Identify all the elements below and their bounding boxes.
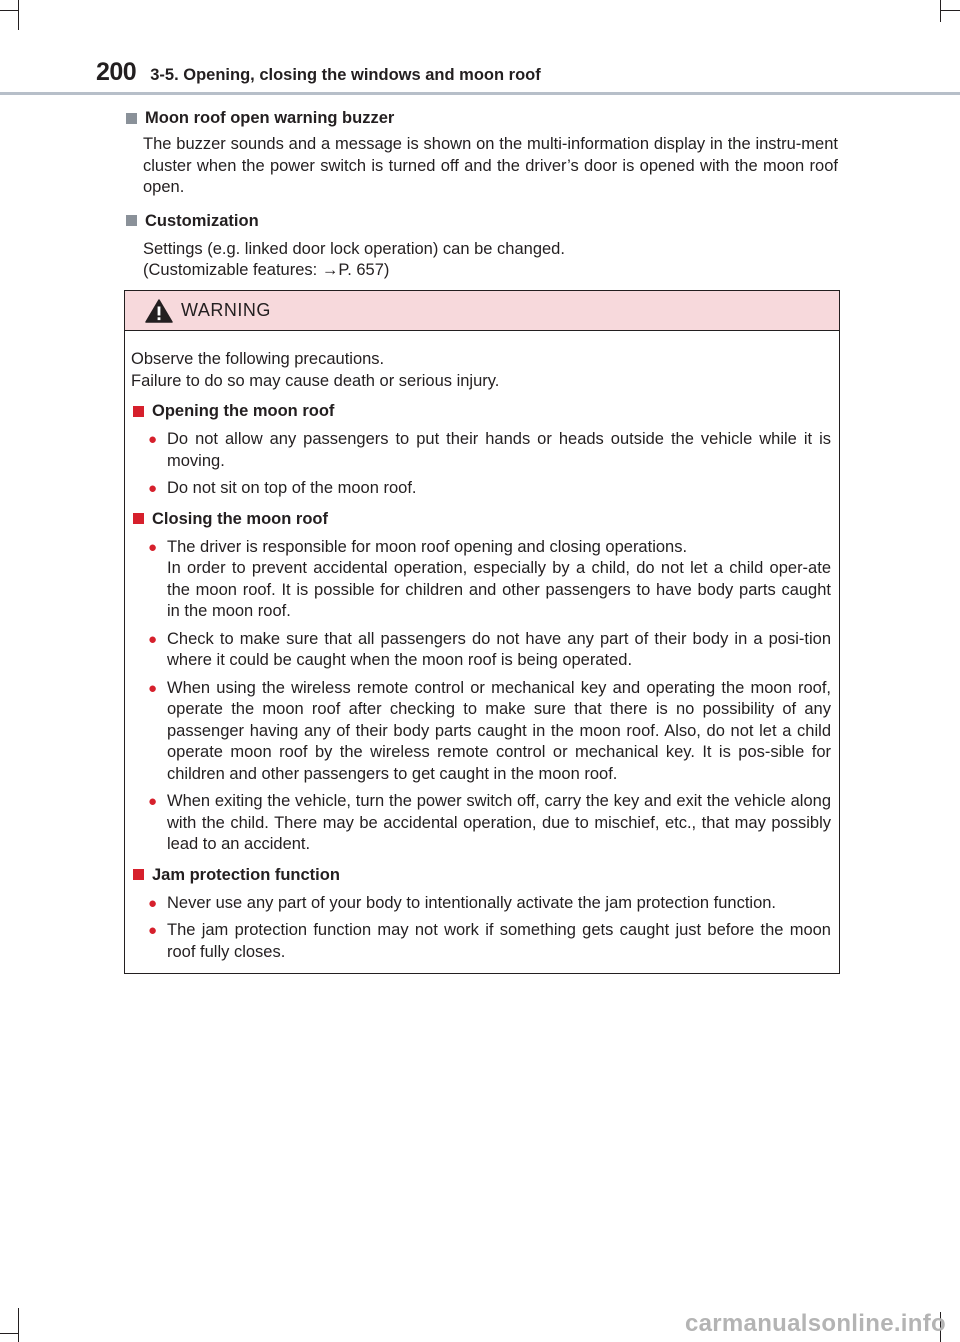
header-divider xyxy=(0,92,960,95)
page-header xyxy=(96,58,541,86)
bullet-text: Never use any part of your body to intentionally activate the jam protection function. xyxy=(167,893,777,912)
section-title: 3-5. Opening, closing the windows and moon roof xyxy=(150,66,541,84)
warning-section-heading xyxy=(131,863,831,887)
body-paragraph: The buzzer sounds and a message is shown on the multi-information display in the instru-ment cluster when the power switch is turned off and the driver’s door is opened with the moon roof open. xyxy=(143,135,838,196)
bullet-dot-icon: ● xyxy=(148,922,158,939)
crop-mark xyxy=(941,10,960,11)
square-bullet-icon xyxy=(133,406,144,417)
warning-title: WARNING xyxy=(181,300,271,320)
section-customization xyxy=(124,209,838,282)
bullet-item xyxy=(148,678,831,786)
crop-mark xyxy=(18,0,19,30)
square-bullet-icon xyxy=(126,215,137,226)
warning-header xyxy=(125,291,839,331)
bullet-text: Do not sit on top of the moon roof. xyxy=(167,479,417,497)
bullet-text: Do not allow any passengers to put their hands or heads outside the vehicle while it is moving. xyxy=(167,430,831,470)
heading-text: Customization xyxy=(145,211,259,230)
warning-intro xyxy=(131,349,831,392)
body-paragraph xyxy=(143,239,838,282)
crop-mark xyxy=(0,1333,18,1334)
section-heading xyxy=(124,106,838,130)
section-heading xyxy=(124,209,838,233)
page-number: 200 xyxy=(96,58,137,86)
bullet-text: When using the wireless remote control or mechanical key and operating the moon roof, operate the moon roof after checking to make sure that there is no possibility of any passenger having any of their body parts caught in the moon roof. Also, do not let a child operate moon roof by the wireless remote control or mechanical key. It is pos-sible for children and other passengers to get caught in the moon roof. xyxy=(167,678,831,783)
crop-mark xyxy=(18,1308,19,1342)
warning-box xyxy=(124,290,840,974)
section-buzzer xyxy=(124,106,838,199)
warning-intro-line: Observe the following precautions. xyxy=(131,350,385,368)
warning-intro-line: Failure to do so may cause death or serious injury. xyxy=(131,371,500,390)
bullet-item xyxy=(148,429,831,472)
bullet-text: Check to make sure that all passengers do not have any part of their body in a posi-tion where it could be caught when the moon roof is being operated. xyxy=(167,629,831,669)
warning-triangle-icon xyxy=(145,299,173,323)
warning-section-heading xyxy=(131,507,831,531)
crop-mark xyxy=(940,0,941,22)
bullet-item xyxy=(148,893,831,915)
square-bullet-icon xyxy=(133,869,144,880)
bullet-item xyxy=(148,791,831,856)
warning-section-heading xyxy=(131,399,831,423)
bullet-text: When exiting the vehicle, turn the power switch off, carry the key and exit the vehicle along with the child. There may be accidental operation, due to mischief, etc., that may possibly lead to an accident. xyxy=(167,792,831,853)
bullet-dot-icon: ● xyxy=(148,894,158,912)
warning-section-opening xyxy=(131,399,831,500)
bullet-item xyxy=(148,629,831,672)
crop-mark xyxy=(0,10,18,11)
bullet-dot-icon: ● xyxy=(148,793,158,810)
heading-text: Opening the moon roof xyxy=(152,402,335,420)
warning-section-closing xyxy=(131,507,831,856)
bullet-item xyxy=(148,920,831,963)
intro-content xyxy=(124,106,838,292)
bullet-text: The driver is responsible for moon roof opening and closing operations. In order to prevent accidental operation, especially by a child, do not let a child oper-ate the moon roof. It is possible for children and other passengers to have body parts caught in the moon roof. xyxy=(167,537,831,620)
bullet-dot-icon: ● xyxy=(148,538,158,556)
watermark-logo: carmanualsonline.info xyxy=(684,1310,946,1337)
bullet-item xyxy=(148,537,831,623)
bullet-dot-icon: ● xyxy=(148,679,158,697)
page-reference-link[interactable]: (Customizable features: →P. 657) xyxy=(143,261,390,279)
bullet-dot-icon: ● xyxy=(148,431,158,448)
heading-text: Closing the moon roof xyxy=(152,509,328,528)
bullet-dot-icon: ● xyxy=(148,630,158,648)
bullet-item xyxy=(148,478,831,500)
body-line: Settings (e.g. linked door lock operation) can be changed. xyxy=(143,239,565,258)
bullet-dot-icon: ● xyxy=(148,480,158,497)
bullet-text: The jam protection function may not work if something gets caught just before the moon roof fully closes. xyxy=(167,921,831,961)
heading-text: Moon roof open warning buzzer xyxy=(145,109,395,127)
heading-text: Jam protection function xyxy=(152,865,340,884)
square-bullet-icon xyxy=(133,513,144,524)
warning-body xyxy=(125,331,839,963)
warning-section-jam-protection xyxy=(131,863,831,964)
square-bullet-icon xyxy=(126,113,137,124)
